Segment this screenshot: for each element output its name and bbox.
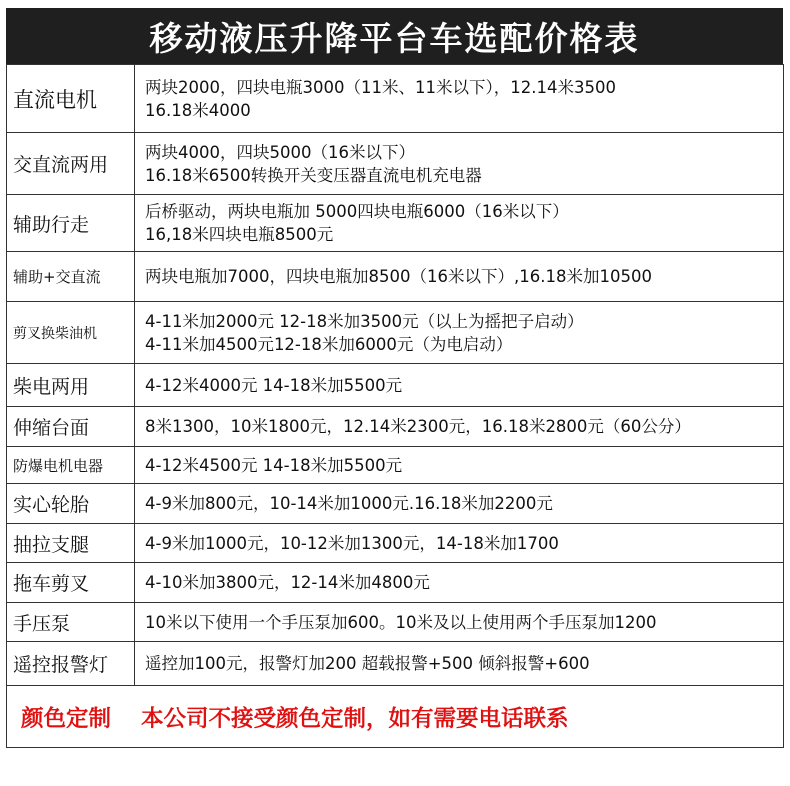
detail-line: 10米以下使用一个手压泵加600。10米及以上使用两个手压泵加1200 xyxy=(145,612,657,632)
row-detail xyxy=(135,563,784,603)
table-row xyxy=(7,603,784,642)
footer-row xyxy=(7,686,784,748)
row-label: 遥控报警灯 xyxy=(7,642,135,686)
row-label: 手压泵 xyxy=(7,603,135,642)
table-row xyxy=(7,252,784,302)
row-detail xyxy=(135,364,784,407)
row-detail xyxy=(135,524,784,563)
detail-line: 两块2000，四块电瓶3000（11米、11米以下），12.14米3500 xyxy=(145,77,616,97)
row-label: 抽拉支腿 xyxy=(7,524,135,563)
row-detail xyxy=(135,252,784,302)
row-label: 剪叉换柴油机 xyxy=(7,302,135,364)
row-detail xyxy=(135,407,784,447)
detail-line: 遥控加100元，报警灯加200 超载报警+500 倾斜报警+600 xyxy=(145,654,590,673)
detail-line: 两块4000，四块5000（16米以下） xyxy=(145,142,415,162)
row-label: 辅助行走 xyxy=(7,195,135,252)
table-row xyxy=(7,407,784,447)
footer-text: 本公司不接受颜色定制，如有需要电话联系 xyxy=(141,705,569,732)
footer-cell xyxy=(7,686,784,748)
row-detail xyxy=(135,195,784,252)
detail-line: 两块电瓶加7000，四块电瓶加8500（16米以下）,16.18米加10500 xyxy=(145,267,652,286)
detail-line: 4-12米4500元 14-18米加5500元 xyxy=(145,455,403,475)
detail-line: 16.18米4000 xyxy=(145,100,251,120)
row-label: 防爆电机电器 xyxy=(7,447,135,484)
row-detail xyxy=(135,603,784,642)
table-row xyxy=(7,364,784,407)
row-detail xyxy=(135,133,784,195)
row-detail xyxy=(135,65,784,133)
detail-line: 4-9米加1000元，10-12米加1300元，14-18米加1700 xyxy=(145,533,559,553)
row-label: 直流电机 xyxy=(7,65,135,133)
detail-line: 4-11米加2000元 12-18米加3500元（以上为摇把子启动） xyxy=(145,311,584,331)
detail-line: 16,18米四块电瓶8500元 xyxy=(145,225,334,244)
table-row xyxy=(7,524,784,563)
row-label: 交直流两用 xyxy=(7,133,135,195)
row-detail xyxy=(135,484,784,524)
row-detail xyxy=(135,447,784,484)
table-row xyxy=(7,484,784,524)
footer-label: 颜色定制 xyxy=(21,705,112,732)
row-label: 伸缩台面 xyxy=(7,407,135,447)
table-row xyxy=(7,302,784,364)
table-row xyxy=(7,195,784,252)
page-title: 移动液压升降平台车选配价格表 xyxy=(6,8,783,64)
row-detail xyxy=(135,642,784,686)
row-detail xyxy=(135,302,784,364)
table-row xyxy=(7,642,784,686)
detail-line: 8米1300，10米1800元，12.14米2300元，16.18米2800元（60公分） xyxy=(145,417,691,436)
row-label: 实心轮胎 xyxy=(7,484,135,524)
detail-line: 4-11米加4500元12-18米加6000元（为电启动） xyxy=(145,334,513,354)
table-row xyxy=(7,563,784,603)
table-row xyxy=(7,447,784,484)
row-label: 拖车剪叉 xyxy=(7,563,135,603)
row-label: 辅助+交直流 xyxy=(7,252,135,302)
detail-line: 后桥驱动，两块电瓶加 5000四块电瓶6000（16米以下） xyxy=(145,202,569,221)
table-row xyxy=(7,133,784,195)
table-row xyxy=(7,65,784,133)
detail-line: 4-12米4000元 14-18米加5500元 xyxy=(145,375,403,395)
price-table xyxy=(6,64,784,748)
detail-line: 4-9米加800元，10-14米加1000元.16.18米加2200元 xyxy=(145,494,553,513)
detail-line: 4-10米加3800元，12-14米加4800元 xyxy=(145,573,430,592)
row-label: 柴电两用 xyxy=(7,364,135,407)
detail-line: 16.18米6500转换开关变压器直流电机充电器 xyxy=(145,165,482,185)
